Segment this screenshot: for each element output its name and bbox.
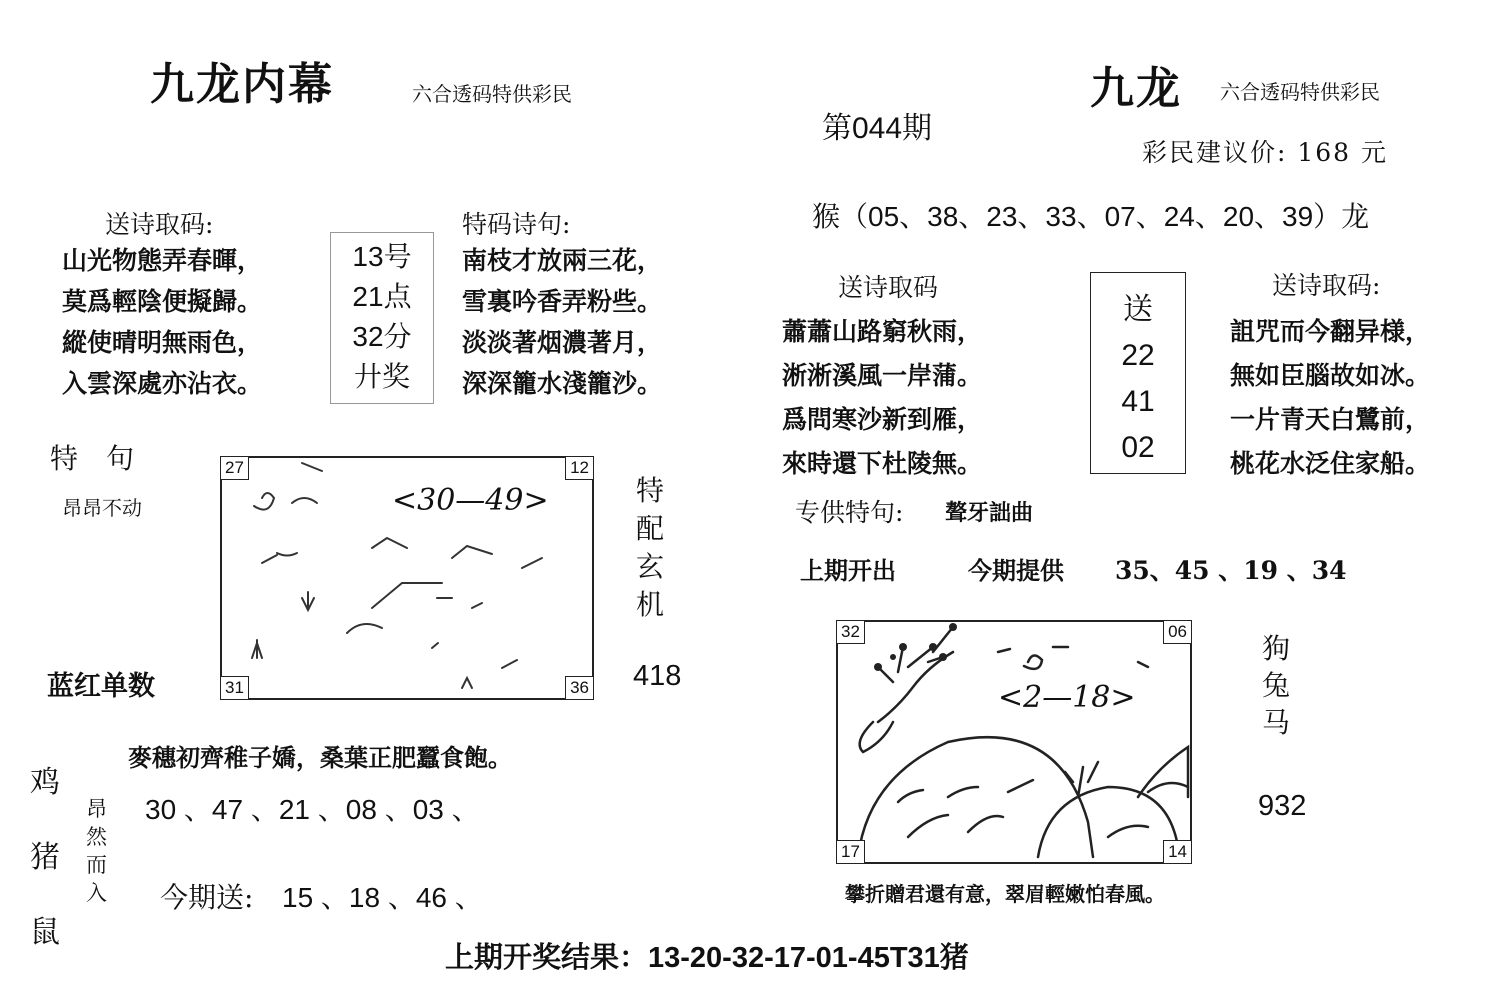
corner-number: 14 [1163,840,1192,864]
send-numbers-label: 今期送: [160,881,254,914]
left-number-note: 418 [633,660,682,692]
right-special-label: 专供特句: [795,498,904,527]
right-number-note: 932 [1258,790,1307,822]
vertical-char: 玄 [636,550,665,583]
send-box-line: 41 [1121,385,1155,418]
poem-line: 莫爲輕陰便擬歸。 [62,287,263,316]
right-picture [836,620,1192,864]
right-subtitle: 六合透码特供彩民 [1220,80,1380,104]
poem-line: 雪裏吟香弄粉些。 [462,287,663,316]
zodiac-char: 鼠 [30,915,60,950]
right-special-text: 聱牙詘曲 [945,500,1034,526]
vertical-char: 特 [636,474,665,507]
vertical-char: 昂 [86,797,107,821]
left-send-poem [62,240,262,404]
poem-line: 淅淅溪風一岸蒲。 [782,361,983,390]
right-send-poem-heading-b: 送诗取码: [1272,271,1381,300]
poem-line: 無如臣腦故如冰。 [1230,361,1431,390]
poem-line: 山光物態弄春暉， [62,246,263,275]
corner-number: 17 [836,840,865,864]
left-subtitle: 六合透码特供彩民 [412,82,572,106]
zodiac-char: 兔 [1262,669,1291,702]
poem-line: 詛咒而今翻异様， [1230,317,1431,346]
vertical-char: 机 [636,588,665,621]
corner-number: 12 [565,456,594,480]
zodiac-char: 猪 [30,840,60,875]
left-bottom-poem: 麥穗初齊稚子嬌，桑葉正肥蠶食飽。 [128,743,512,772]
send-box [1090,272,1186,474]
this-label: 今期提供 [968,556,1064,585]
corner-number: 31 [220,676,249,700]
side-zodiacs [30,745,60,970]
poem-line: 淡淡著烟濃著月， [462,328,663,357]
small-vertical [86,795,107,907]
poem-line: 深深籠水淺籠沙。 [462,369,663,398]
left-title: 九龙内幕 [150,59,334,110]
send-box-line: 22 [1121,339,1155,372]
right-title: 九龙 [1090,63,1182,114]
vertical-char: 然 [86,825,107,849]
blue-red-label: 蓝红单数 [47,671,155,701]
zodiac-char: 鸡 [30,765,60,800]
poem-line: 縱使晴明無雨色， [62,328,263,357]
send-numbers: 15 、18 、46 、 [282,882,483,913]
right-send-poem-heading-a: 送诗取码 [838,273,939,302]
left-special-poem [462,240,662,404]
send-box-line: 02 [1121,431,1155,464]
vertical-char: 入 [86,881,107,905]
result-line: 上期开奖结果：13-20-32-17-01-45T31猪 [445,942,969,974]
poem-line: 南枝才放兩三花， [462,246,663,275]
left-vertical-note [636,472,664,624]
corner-number: 36 [565,676,594,700]
zodiac-char: 狗 [1262,632,1291,665]
left-special-poem-heading: 特码诗句: [462,210,571,239]
center-box-line: 32分 [352,321,412,352]
center-box-line: 13号 [352,241,412,272]
center-box-line: 廾奖 [353,361,410,392]
right-poem-b [1230,310,1430,486]
numbers-line: 30 、47 、21 、08 、03 、 [145,794,480,825]
left-handwriting: <30—49> [392,483,549,518]
poem-line: 蕭蕭山路窮秋雨， [782,317,983,346]
left-special-sentence-label: 特 句 [50,442,135,475]
zodiac-char: 马 [1262,706,1291,739]
right-handwriting: <2—18> [998,680,1136,715]
poem-line: 來時還下杜陵無。 [782,449,983,478]
center-box-line: 21点 [352,281,412,312]
poem-line: 爲問寒沙新到雁， [782,405,983,434]
vertical-char: 配 [636,512,665,545]
corner-number: 32 [836,620,865,644]
corner-number: 06 [1163,620,1192,644]
vertical-char: 而 [86,853,107,877]
monkey-line: 猴（05、38、23、33、07、24、20、39）龙 [812,201,1370,232]
left-special-sentence-text: 昂昂不动 [62,498,142,520]
last-label: 上期开出 [800,556,896,585]
left-center-box [330,232,434,404]
poem-line: 一片青天白鷺前， [1230,405,1431,434]
poem-line: 桃花水泛住家船。 [1230,449,1431,478]
right-bottom-poem: 攀折贈君還有意，翠眉輕嫩怕春風。 [845,882,1165,906]
left-send-poem-heading: 送诗取码: [105,210,214,239]
right-sketch [838,622,1190,862]
send-box-line: 送 [1123,293,1153,326]
right-poem-a [782,310,982,486]
poem-line: 入雲深處亦沾衣。 [62,369,263,398]
zodiac-vertical [1262,630,1290,741]
this-numbers: 35、45 、19 、34 [1115,556,1347,585]
left-picture [220,456,594,700]
issue-number: 第044期 [822,112,933,145]
corner-number: 27 [220,456,249,480]
price: 彩民建议价: 168 元 [1142,138,1389,167]
